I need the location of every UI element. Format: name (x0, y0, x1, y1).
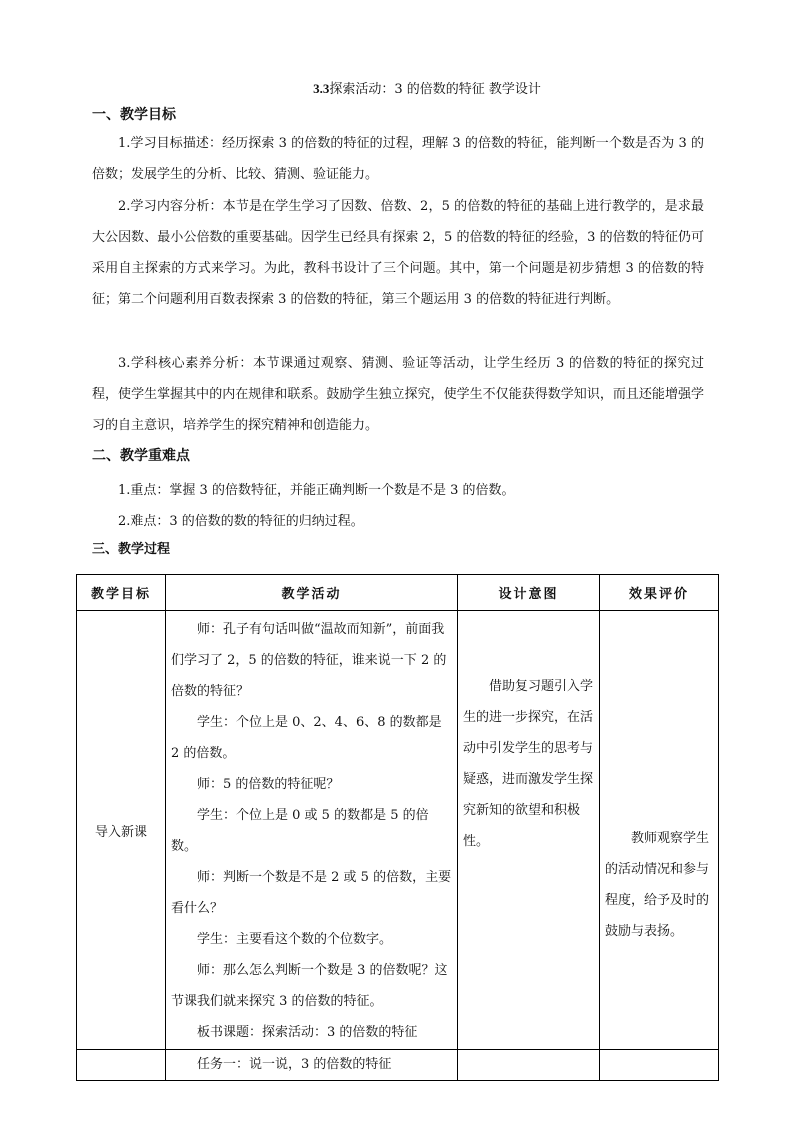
goal-paragraph-2: 2.学习内容分析：本节是在学生学习了因数、倍数、2，5 的倍数的特征的基础上进行教学的，是求最大公因数、最小公倍数的重要基础。因学生已经具有探索 2，5 的倍数的特征的经验，3 的倍数的特征仍可采用自主探索的方式来学习。为此，教科书设计了三个问题。其中，第一个问题是初步猜想 3 的倍数的特征；第二个问题利用百数表探索 3 的倍数的特征，第三个题运用 3 的倍数的特征进行判断。 (92, 199, 704, 307)
goal-paragraph-3: 3.学科核心素养分析：本节课通过观察、猜测、验证等活动，让学生经历 3 的倍数的特征的探究过程，使学生掌握其中的内在规律和联系。鼓励学生独立探究，使学生不仅能获得数学知识，而且还能增强学习的自主意识，培养学生的探究精神和创造能力。 (92, 356, 704, 433)
activity-line: 师：那么怎么判断一个数是 3 的倍数呢？这节课我们就来探究 3 的倍数的特征。 (171, 963, 448, 1009)
evaluation-text: 教师观察学生的活动情况和参与程度，给予及时的鼓励与表扬。 (605, 831, 710, 939)
evaluation-cell (600, 611, 719, 1050)
table-header-row (77, 575, 719, 611)
header-evaluation: 效果评价 (600, 575, 719, 611)
header-activity: 教学活动 (166, 575, 458, 611)
activity-line: 板书课题：探索活动：3 的倍数的特征 (197, 1025, 418, 1040)
table-row (77, 611, 719, 1050)
keypoint-2: 2.难点：3 的倍数的数的特征的归纳过程。 (118, 514, 364, 529)
stage-cell (77, 1050, 166, 1081)
activity-line: 师：判断一个数是不是 2 或 5 的倍数，主要看什么？ (171, 870, 452, 916)
section-heading-keypoints: 二、教学重难点 (92, 448, 190, 464)
activity-line: 任务一：说一说，3 的倍数的特征 (197, 1057, 392, 1072)
section-heading-goals: 一、教学目标 (92, 107, 176, 123)
activity-cell (166, 611, 458, 1050)
intent-cell (458, 611, 600, 1050)
title-text: 探索活动：3 的倍数的特征 教学设计 (329, 82, 541, 97)
stage-cell: 导入新课 (77, 611, 166, 1050)
activity-line: 学生：主要看这个数的个位数字。 (197, 932, 393, 947)
activity-line: 师：5 的倍数的特征呢？ (197, 777, 340, 792)
keypoint-1: 1.重点：掌握 3 的倍数特征，并能正确判断一个数是不是 3 的倍数。 (118, 483, 515, 498)
teaching-process-table (76, 574, 719, 1081)
header-intent: 设计意图 (458, 575, 600, 611)
activity-line: 师：孔子有句话叫做“温故而知新”，前面我们学习了 2，5 的倍数的特征，谁来说一下 2 的倍数的特征？ (171, 622, 447, 699)
activity-line: 学生：个位上是 0、2、4、6、8 的数都是 2 的倍数。 (171, 715, 442, 761)
title-number: 3.3 (313, 81, 330, 96)
intent-text: 借助复习题引入学生的进一步探究，在活动中引发学生的思考与疑惑，进而激发学生探究新知的欲望和积极性。 (463, 679, 594, 849)
activity-cell (166, 1050, 458, 1081)
header-goal: 教学目标 (77, 575, 166, 611)
table-row (77, 1050, 719, 1081)
intent-cell (458, 1050, 600, 1081)
goal-paragraph-1: 1.学习目标描述：经历探索 3 的倍数的特征的过程，理解 3 的倍数的特征，能判断一个数是否为 3 的倍数；发展学生的分析、比较、猜测、验证能力。 (92, 136, 704, 182)
activity-line: 学生：个位上是 0 或 5 的数都是 5 的倍数。 (171, 808, 429, 854)
document-title (0, 78, 794, 97)
section-heading-process: 三、教学过程 (92, 542, 171, 557)
evaluation-cell (600, 1050, 719, 1081)
